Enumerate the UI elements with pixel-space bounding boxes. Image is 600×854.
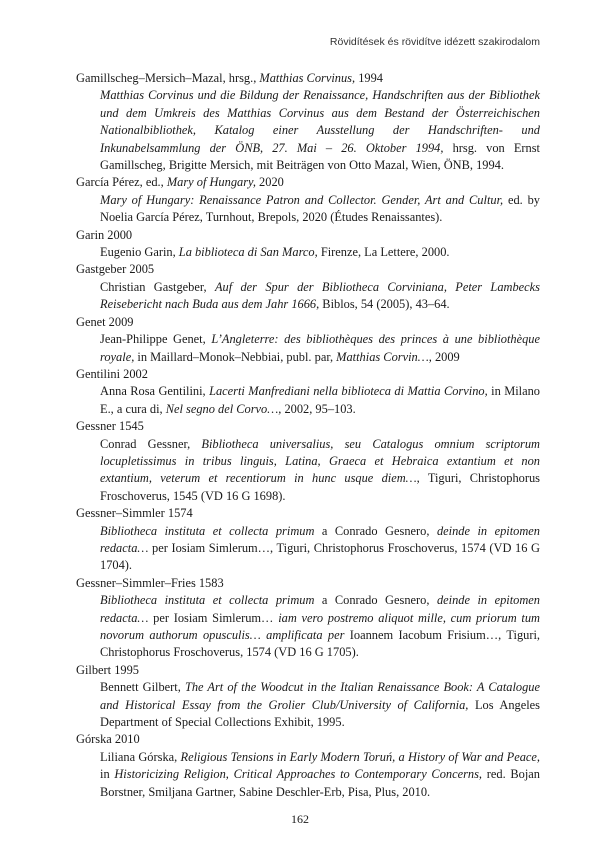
text-segment: Liliana Górska, xyxy=(100,749,181,764)
text-segment: Christian Gastgeber, xyxy=(100,279,215,294)
text-segment: in Milano E., a cura di, xyxy=(100,384,540,416)
text-segment: Gentilini 2002 xyxy=(76,366,148,381)
italic-text: iam vero postremo aliquot mille, cum priorum tum novorum authorum opusculis… amplificata per xyxy=(100,610,540,642)
italic-text: The Art of the Woodcut in the Italian Renaissance Book: A Catalogue and Historical Essay from the Grolier Club/University of California, xyxy=(100,680,540,712)
text-segment: 2002, 95–103. xyxy=(281,401,356,416)
text-segment: Gessner–Simmler–Fries 1583 xyxy=(76,575,224,590)
text-segment: red. Bojan Borstner, Smiljana Gartner, Sabine Deschler-Erb, Pisa, Plus, 2010. xyxy=(100,767,540,799)
bibliography-entry xyxy=(76,366,540,418)
bibliography-entry xyxy=(76,261,540,313)
text-segment: a Conrado Gesnero, xyxy=(314,523,437,538)
italic-text: Bibliotheca instituta et collecta primum xyxy=(100,523,315,538)
italic-text: Bibliotheca instituta et collecta primum xyxy=(100,593,315,608)
text-segment: Gessner–Simmler 1574 xyxy=(76,506,193,521)
bibliography-list xyxy=(76,70,540,801)
text-segment: Jean-Philippe Genet, xyxy=(100,332,212,347)
entry-short-title xyxy=(76,227,540,244)
entry-full-reference xyxy=(100,749,540,801)
text-segment: Eugenio Garin, xyxy=(100,245,179,260)
italic-text: deinde in epitomen redacta… xyxy=(100,523,541,555)
italic-text: Historicizing Religion, Critical Approaches to Contemporary Concerns, xyxy=(114,767,483,782)
text-segment: Garin 2000 xyxy=(76,227,133,242)
bibliography-entry xyxy=(76,227,540,262)
entry-full-reference xyxy=(100,87,540,174)
text-segment: Górska 2010 xyxy=(76,732,140,747)
bibliography-entry xyxy=(76,418,540,505)
italic-text: Auf der Spur der Bibliotheca Corviniana, Peter Lambecks Reisebericht nach Buda aus dem Jahr 1666, xyxy=(100,279,540,312)
entry-full-reference xyxy=(100,279,540,314)
bibliography-entry xyxy=(76,70,540,174)
bibliography-entry xyxy=(76,314,540,366)
text-segment: Bennett Gilbert, xyxy=(100,680,185,695)
italic-text: Mary of Hungary: Renaissance Patron and Collector. Gender, Art and Cultur, xyxy=(100,192,504,207)
entry-full-reference xyxy=(100,523,540,575)
entry-short-title xyxy=(76,261,540,278)
italic-text: Lacerti Manfrediani nella biblioteca di Mattia Corvino, xyxy=(209,384,488,399)
text-segment: Tiguri, Christophorus Froschoverus, 1545 (VD 16 G 1698). xyxy=(100,471,540,503)
text-segment: 2009 xyxy=(431,349,460,364)
italic-text: deinde in epitomen redacta… xyxy=(100,593,541,625)
entry-short-title xyxy=(76,505,540,522)
entry-short-title xyxy=(76,662,540,679)
italic-text: Mary of Hungary, xyxy=(166,175,256,190)
entry-short-title xyxy=(76,314,540,331)
bibliography-entry xyxy=(76,731,540,801)
text-segment: Gessner 1545 xyxy=(76,419,144,434)
text-segment: Genet 2009 xyxy=(76,314,134,329)
entry-short-title xyxy=(76,418,540,435)
bibliography-entry xyxy=(76,662,540,732)
text-segment: in xyxy=(100,767,115,782)
text-segment: Gamillscheg–Mersich–Mazal, hrsg., xyxy=(76,71,260,85)
italic-text: Matthias Corvinus und die Bildung der Renaissance, Handschriften aus der Bibliothek und dem Umkreis des Matthias Corvinus aus dem Bestand der Österreichischen Nationalbibliothek, Katalog einer Ausstellung der Handschriften- und Inkunabelsammlung der ÖNB, 27. Mai – 26. Oktober 1994, xyxy=(100,88,540,155)
text-segment: Gastgeber 2005 xyxy=(76,262,155,277)
entry-full-reference xyxy=(100,592,540,662)
entry-full-reference xyxy=(100,436,540,506)
bibliography-entry xyxy=(76,575,540,662)
italic-text: La biblioteca di San Marco, xyxy=(178,245,318,260)
italic-text: Matthias Corvin…, xyxy=(336,349,432,364)
italic-text: Bibliotheca universalius, seu Catalogus omnium scriptorum locupletissimus in tribus linguis, Latina, Graeca et Hebraica extantium et non extantium, veterum et recentiorum in hunc usque diem…, xyxy=(100,436,540,486)
text-segment: Conrad Gessner, xyxy=(100,436,202,451)
entry-full-reference xyxy=(100,244,540,261)
italic-text: Nel segno del Corvo…, xyxy=(165,401,282,416)
italic-text: Religious Tensions in Early Modern Toruń, a History of War and Peace, xyxy=(180,749,541,764)
text-segment: per Iosiam Simlerum… xyxy=(148,610,279,625)
text-segment: Gilbert 1995 xyxy=(76,662,139,677)
bibliography-entry xyxy=(76,174,540,226)
entry-short-title xyxy=(76,575,540,592)
entry-short-title xyxy=(76,70,540,87)
text-segment: 1994 xyxy=(355,71,383,85)
text-segment: ed. by Noelia García Pérez, Turnhout, Brepols, 2020 (Études Renaissantes). xyxy=(100,192,540,225)
italic-text: L’Angleterre: des bibliothèques des princes à une bibliothèque royale, xyxy=(100,332,540,364)
text-segment: a Conrado Gesnero, xyxy=(314,593,437,608)
italic-text: Matthias Corvinus, xyxy=(259,71,356,85)
entry-short-title xyxy=(76,174,540,191)
text-segment: per Iosiam Simlerum…, Tiguri, Christophorus Froschoverus, 1574 (VD 16 G 1704). xyxy=(100,540,540,573)
entry-full-reference xyxy=(100,679,540,731)
text-segment: Firenze, La Lettere, 2000. xyxy=(317,245,450,260)
entry-short-title xyxy=(76,366,540,383)
text-segment: Anna Rosa Gentilini, xyxy=(100,384,210,399)
entry-full-reference xyxy=(100,383,540,418)
text-segment: 2020 xyxy=(255,175,284,190)
bibliography-entry xyxy=(76,505,540,575)
running-head: Rövidítések és rövidítve idézett szakirodalom xyxy=(329,36,540,48)
text-segment: Ioannem Iacobum Frisium…, Tiguri, Christophorus Froschoverus, 1574 (VD 16 G 1705). xyxy=(100,628,540,660)
page-number: 162 xyxy=(291,812,309,826)
text-segment: hrsg. von Ernst Gamillscheg, Brigitte Mersich, mit Beiträgen von Otto Mazal, Wien, ÖNB, 1994. xyxy=(100,140,540,173)
entry-full-reference xyxy=(100,331,540,366)
text-segment: García Pérez, ed., xyxy=(76,175,167,190)
entry-full-reference xyxy=(100,192,540,227)
text-segment: Los Angeles Department of Special Collections Exhibit, 1995. xyxy=(100,697,540,730)
entry-short-title xyxy=(76,731,540,748)
text-segment: Biblos, 54 (2005), 43–64. xyxy=(319,297,450,312)
text-segment: in Maillard–Monok–Nebbiai, publ. par, xyxy=(134,349,337,364)
